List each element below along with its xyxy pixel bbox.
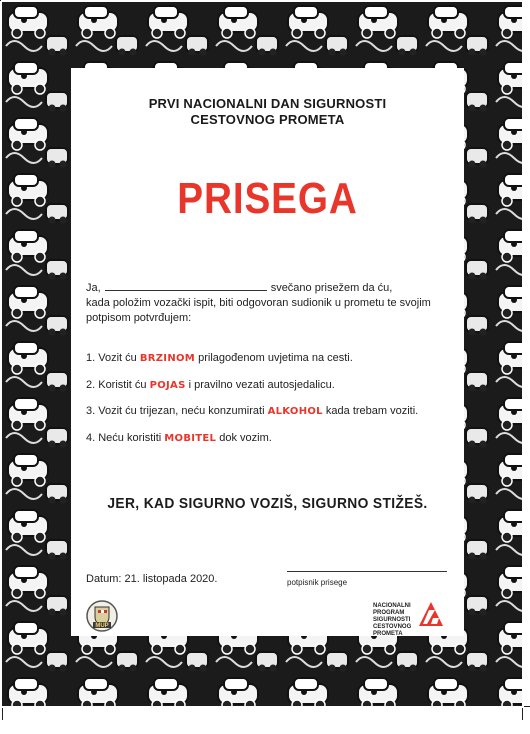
police-badge-logo [85, 599, 119, 633]
pledge-text-after: dok vozim. [219, 432, 272, 444]
event-title-line-1: PRVI NACIONALNI DAN SIGURNOSTI [148, 96, 387, 111]
oath-suffix: svečano prisežem da ću, [270, 282, 393, 294]
oath-line-1 [86, 281, 392, 294]
signature-label: potpisnik prisege [287, 578, 348, 587]
pledge-item-2 [86, 379, 335, 391]
page-title: PRISEGA [177, 174, 358, 223]
signature-line[interactable] [287, 571, 447, 572]
oath-line-3: potpisom potvrđujem: [86, 312, 192, 324]
pledge-text-after: i pravilno vezati autosjedalicu. [188, 379, 335, 391]
org-line: NACIONALNI [373, 603, 411, 609]
pledge-text-after: prilagođenom uvjetima na cesti. [198, 352, 353, 364]
certificate-panel [71, 68, 464, 636]
pledge-item-3 [86, 405, 418, 417]
pledge-item-4 [86, 432, 272, 444]
pledge-text-after: kada trebam voziti. [325, 405, 419, 417]
crop-mark-right [524, 706, 530, 707]
pledge-text-before: 3. Vozit ću trijezan, neću konzumirati [86, 405, 265, 417]
certificate-sheet [2, 2, 522, 706]
event-title-line-2: CESTOVNOG PROMETA [190, 112, 345, 127]
crop-mark-bottom-left [2, 708, 3, 720]
oath-line-2: kada položim vozački ispit, biti odgovoran sudionik u prometu te svojim [86, 297, 431, 309]
pledge-keyword: ALKOHOL [267, 406, 323, 417]
org-line: PROGRAM [373, 610, 405, 616]
crop-mark-bottom-right [522, 708, 523, 720]
badge-caption: MUP [95, 623, 109, 629]
crop-mark-top-left [0, 0, 1, 1]
pledge-text-before: 1. Vozit ću [86, 352, 137, 364]
pledge-keyword: BRZINOM [139, 353, 196, 364]
pledge-text-before: 4. Neću koristiti [86, 432, 162, 444]
pledge-keyword: POJAS [149, 380, 186, 391]
date-text: Datum: 21. listopada 2020. [86, 573, 218, 585]
road-safety-program-icon [417, 600, 445, 628]
org-name [373, 603, 411, 638]
pledge-item-1 [86, 352, 353, 364]
oath-prefix: Ja, [86, 282, 101, 294]
org-line: PROMETA [373, 631, 403, 637]
org-line: SIGURNOSTI [373, 617, 411, 623]
slogan: JER, KAD SIGURNO VOZIŠ, SIGURNO STIŽEŠ. [107, 495, 428, 512]
org-line: CESTOVNOG [373, 624, 412, 630]
pledge-text-before: 2. Koristit ću [86, 379, 147, 391]
name-blank-line[interactable] [105, 281, 267, 291]
pledge-keyword: MOBITEL [164, 433, 217, 444]
